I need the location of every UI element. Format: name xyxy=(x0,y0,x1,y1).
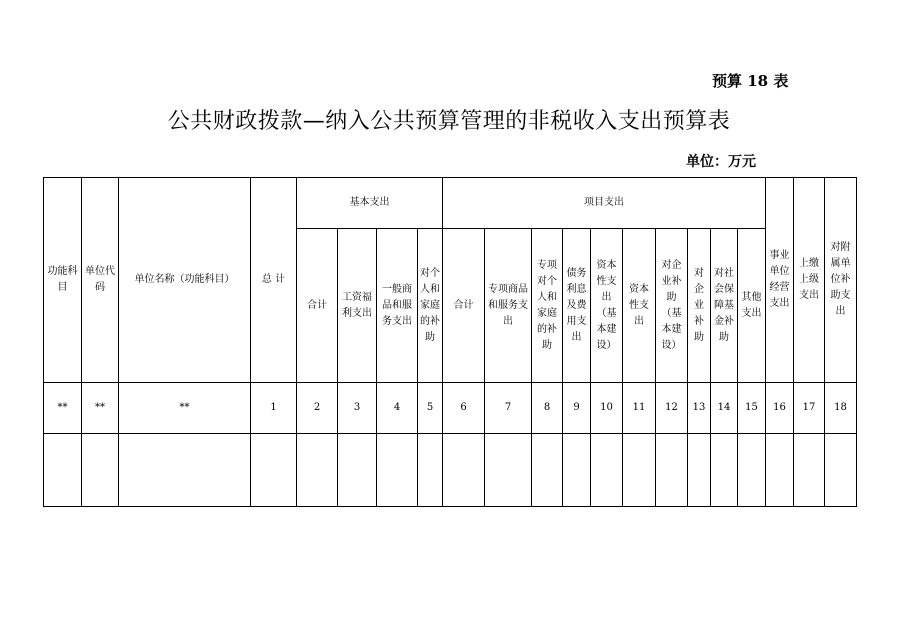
data-cell xyxy=(82,434,119,507)
header-basic-expenditure: 基本支出 xyxy=(297,178,443,229)
index-cell: 10 xyxy=(591,383,623,434)
data-cell xyxy=(738,434,766,507)
header-project-sub: 其他支出 xyxy=(738,229,766,383)
header-upper-payment: 上缴上级支出 xyxy=(794,178,825,383)
data-cell xyxy=(443,434,485,507)
header-basic-sub: 一般商品和服务支出 xyxy=(377,229,418,383)
data-cell xyxy=(485,434,532,507)
index-cell: 16 xyxy=(766,383,794,434)
header-unit-name: 单位名称（功能科目） xyxy=(119,178,251,383)
header-project-sub: 资本性支出（基本建设） xyxy=(591,229,623,383)
index-cell: 1 xyxy=(251,383,297,434)
header-func-subject: 功能科目 xyxy=(44,178,82,383)
data-cell xyxy=(44,434,82,507)
header-project-sub: 专项商品和服务支出 xyxy=(485,229,532,383)
header-basic-sub: 合计 xyxy=(297,229,338,383)
index-cell: 2 xyxy=(297,383,338,434)
data-cell xyxy=(711,434,738,507)
table-number: 预算 18 表 xyxy=(712,72,789,90)
index-cell: 4 xyxy=(377,383,418,434)
index-cell: 8 xyxy=(532,383,563,434)
data-cell xyxy=(656,434,688,507)
data-cell xyxy=(119,434,251,507)
data-cell xyxy=(591,434,623,507)
index-cell: 18 xyxy=(825,383,857,434)
data-cell xyxy=(377,434,418,507)
index-cell: 17 xyxy=(794,383,825,434)
header-attached-subsidy: 对附属单位补助支出 xyxy=(825,178,857,383)
data-cell xyxy=(297,434,338,507)
index-cell: 12 xyxy=(656,383,688,434)
index-cell: 9 xyxy=(563,383,591,434)
data-cell xyxy=(418,434,443,507)
data-cell xyxy=(794,434,825,507)
data-cell xyxy=(338,434,377,507)
data-cell xyxy=(532,434,563,507)
unit-label: 单位：万元 xyxy=(686,154,756,170)
index-cell: ** xyxy=(82,383,119,434)
header-row-1 xyxy=(44,178,857,229)
header-total: 总 计 xyxy=(251,178,297,383)
data-row xyxy=(44,434,857,507)
header-project-sub: 专项对个人和家庭的补助 xyxy=(532,229,563,383)
index-cell: 7 xyxy=(485,383,532,434)
index-cell: 5 xyxy=(418,383,443,434)
data-cell xyxy=(623,434,656,507)
header-basic-sub: 工资福利支出 xyxy=(338,229,377,383)
header-project-sub: 对社会保障基金补助 xyxy=(711,229,738,383)
budget-table xyxy=(43,177,857,507)
document-title: 公共财政拨款—纳入公共预算管理的非税收入支出预算表 xyxy=(167,109,731,134)
index-cell: 11 xyxy=(623,383,656,434)
header-business-expenditure: 事业单位经营支出 xyxy=(766,178,794,383)
data-cell xyxy=(688,434,711,507)
index-cell: 13 xyxy=(688,383,711,434)
index-cell: ** xyxy=(119,383,251,434)
index-row xyxy=(44,383,857,434)
header-project-sub: 债务利息及费用支出 xyxy=(563,229,591,383)
header-unit-code: 单位代码 xyxy=(82,178,119,383)
header-project-expenditure: 项目支出 xyxy=(443,178,766,229)
data-cell xyxy=(766,434,794,507)
index-cell: 6 xyxy=(443,383,485,434)
data-cell xyxy=(825,434,857,507)
index-cell: 3 xyxy=(338,383,377,434)
data-cell xyxy=(251,434,297,507)
header-project-sub: 合计 xyxy=(443,229,485,383)
header-basic-sub: 对个人和家庭的补助 xyxy=(418,229,443,383)
index-cell: ** xyxy=(44,383,82,434)
data-cell xyxy=(563,434,591,507)
header-project-sub: 对企业补助（基本建设） xyxy=(656,229,688,383)
index-cell: 14 xyxy=(711,383,738,434)
index-cell: 15 xyxy=(738,383,766,434)
header-project-sub: 对企业补助 xyxy=(688,229,711,383)
header-project-sub: 资本性支出 xyxy=(623,229,656,383)
